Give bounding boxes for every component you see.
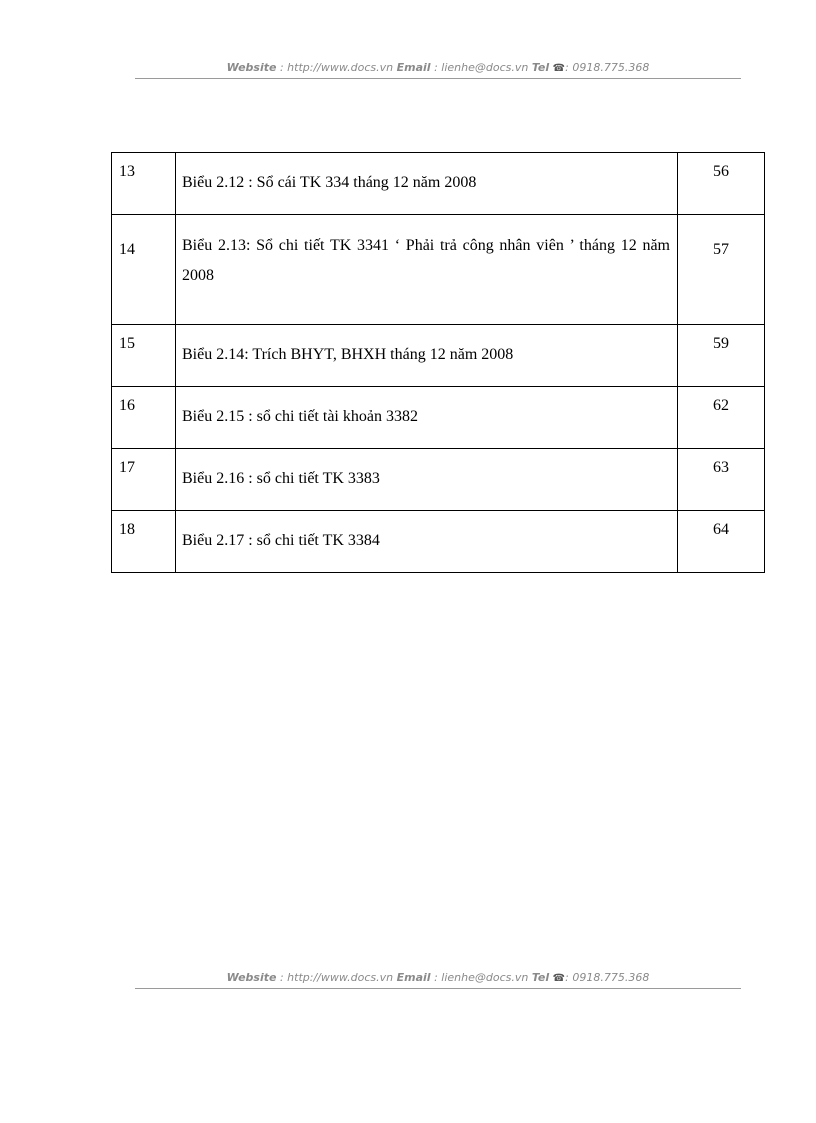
table-row xyxy=(112,449,765,511)
table-row xyxy=(112,325,765,387)
tel-separator: : xyxy=(565,971,573,984)
row-title-cell xyxy=(176,215,678,325)
website-separator: : xyxy=(276,61,288,74)
row-title: Biểu 2.17 : sổ chi tiết TK 3384 xyxy=(182,532,380,549)
row-page: 63 xyxy=(678,449,765,511)
email-label: Email xyxy=(396,971,431,984)
row-number: 14 xyxy=(112,215,176,325)
row-title-cell xyxy=(176,153,678,215)
tel-separator: : xyxy=(565,61,573,74)
email-address[interactable]: lienhe@docs.vn xyxy=(441,971,529,984)
row-page: 62 xyxy=(678,387,765,449)
table-row xyxy=(112,153,765,215)
page-header xyxy=(135,61,741,79)
row-title: Biểu 2.14: Trích BHYT, BHXH tháng 12 năm 2008 xyxy=(182,346,514,363)
website-url[interactable]: http://www.docs.vn xyxy=(287,971,394,984)
row-title: Biểu 2.13: Sổ chi tiết TK 3341 ‘ Phải trả công nhân viên ’ tháng 12 năm 2008 xyxy=(182,237,670,284)
table-row xyxy=(112,215,765,325)
row-title-cell xyxy=(176,325,678,387)
row-title-cell xyxy=(176,449,678,511)
tel-label: Tel xyxy=(531,61,550,74)
website-url[interactable]: http://www.docs.vn xyxy=(287,61,394,74)
row-title: Biểu 2.12 : Sổ cái TK 334 tháng 12 năm 2008 xyxy=(182,174,477,191)
email-separator: : xyxy=(430,61,442,74)
table-row xyxy=(112,511,765,573)
tel-label: Tel xyxy=(531,971,550,984)
telephone-icon: ☎ xyxy=(552,973,566,984)
row-title-cell xyxy=(176,511,678,573)
row-number: 17 xyxy=(112,449,176,511)
row-page: 56 xyxy=(678,153,765,215)
email-address[interactable]: lienhe@docs.vn xyxy=(441,61,529,74)
row-page: 59 xyxy=(678,325,765,387)
row-number: 15 xyxy=(112,325,176,387)
website-separator: : xyxy=(276,971,288,984)
row-page: 57 xyxy=(678,215,765,325)
row-number: 18 xyxy=(112,511,176,573)
website-label: Website xyxy=(226,971,277,984)
row-title: Biểu 2.15 : sổ chi tiết tài khoản 3382 xyxy=(182,408,418,425)
row-number: 16 xyxy=(112,387,176,449)
row-page: 64 xyxy=(678,511,765,573)
toc-table xyxy=(111,152,765,573)
table-row xyxy=(112,387,765,449)
row-title-cell xyxy=(176,387,678,449)
email-label: Email xyxy=(396,61,431,74)
row-number: 13 xyxy=(112,153,176,215)
tel-number: 0918.775.368 xyxy=(572,61,650,74)
row-title: Biểu 2.16 : sổ chi tiết TK 3383 xyxy=(182,470,380,487)
website-label: Website xyxy=(226,61,277,74)
page-footer xyxy=(135,971,741,989)
telephone-icon: ☎ xyxy=(552,63,566,74)
tel-number: 0918.775.368 xyxy=(572,971,650,984)
email-separator: : xyxy=(430,971,442,984)
